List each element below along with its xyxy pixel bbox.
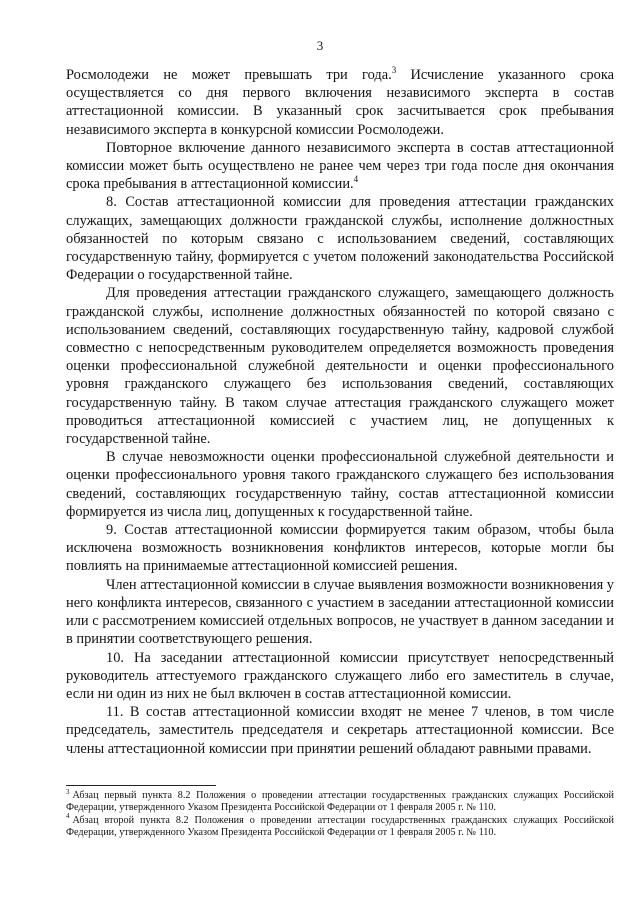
paragraph-text: Повторное включение данного независимого эксперта в состав аттестационной комиссии может быть осуществлено не ранее чем через три года после дня окончания срока пребывания в аттестационной комиссии.: [66, 139, 614, 193]
footnote: [66, 812, 614, 840]
page-number: 3: [316, 38, 324, 53]
paragraph-4: Для проведения аттестации гражданского служащего, замещающего должность гражданской службы, исполнение должностных обязанностей по которой связано с использованием сведений, составляющих государственную тайну, кадровой службой совместно с непосредственным руководителем определяется возможность проведения оценки профессиональной служебной деятельности и оценки профессионального уровня гражданского служащего без использования сведений, составляющих государственную тайну. В таком случае аттестация гражданского служащего может проводиться аттестационной комиссией с участием лиц, не допущенных к государственной тайне.: [66, 285, 614, 448]
footnote-separator: [66, 785, 216, 786]
paragraph-text: Росмолодежи не может превышать три года.: [66, 67, 392, 83]
paragraph-9: 11. В состав аттестационной комиссии входят не менее 7 членов, в том числе председатель, заместитель председателя и секретарь аттестационной комиссии. Все члены аттестационной комиссии при принятии решений обладают равными правами.: [66, 704, 614, 757]
footnote-mark: 4: [66, 812, 70, 821]
paragraph-8: 10. На заседании аттестационной комиссии присутствует непосредственный руководитель аттестуемого гражданского служащего либо его заместитель в случае, если ни один из них не был включен в состав аттестационной комиссии.: [66, 649, 614, 702]
footnote-reference[interactable]: 3: [391, 65, 397, 76]
paragraph-3: 8. Состав аттестационной комиссии для проведения аттестации гражданских служащих, замещающих должности гражданской службы, исполнение должностных обязанностей по которым связано с использованием сведений, составляющих государственную тайну, формируется с учетом положений законодательства Российской Федерации о государственной тайне.: [66, 194, 614, 284]
paragraph-5: В случае невозможности оценки профессиональной служебной деятельности и оценки профессионального уровня такого гражданского служащего без использования сведений, составляющих государственную тайну, состав аттестационной комиссии формируется из числа лиц, допущенных к государственной тайне.: [66, 449, 614, 520]
paragraph-6: 9. Состав аттестационной комиссии формируется таким образом, чтобы была исключена возможность возникновения конфликтов интересов, которые могли бы повлиять на принимаемые аттестационной комиссией решения.: [66, 522, 614, 575]
footnote-text: Абзац первый пункта 8.2 Положения о проведении аттестации государственных гражданских служащих Российской Федерации, утвержденного Указом Президента Российской Федерации от 1 февраля 2005 г. № 110.: [66, 790, 614, 814]
footnote-mark: 3: [66, 787, 70, 796]
paragraph-7: Член аттестационной комиссии в случае выявления возможности возникновения у него конфликта интересов, связанного с участием в заседании аттестационной комиссии или с рассмотрением комиссией отдельных вопросов, не участвует в данном заседании и в принятии соответствующего решения.: [66, 576, 614, 648]
footnote: [66, 787, 614, 815]
footnotes: [66, 787, 614, 840]
footnote-text: Абзац второй пункта 8.2 Положения о проведении аттестации государственных гражданских служащих Российской Федерации, утвержденного Указом Президента Российской Федерации от 1 февраля 2005 г. № 110.: [66, 814, 614, 839]
paragraph-1: [66, 66, 614, 139]
paragraph-text-continued: Исчисление указанного срока осуществляется со дня первого включения независимого эксперта в состав аттестационной комиссии. В указанный срок засчитывается срок пребывания независимого эксперта в конкурсной комиссии Росмолодежи.: [66, 67, 614, 138]
document-body: [66, 66, 614, 758]
footnote-reference[interactable]: 4: [353, 174, 359, 185]
paragraph-2: [66, 139, 614, 194]
